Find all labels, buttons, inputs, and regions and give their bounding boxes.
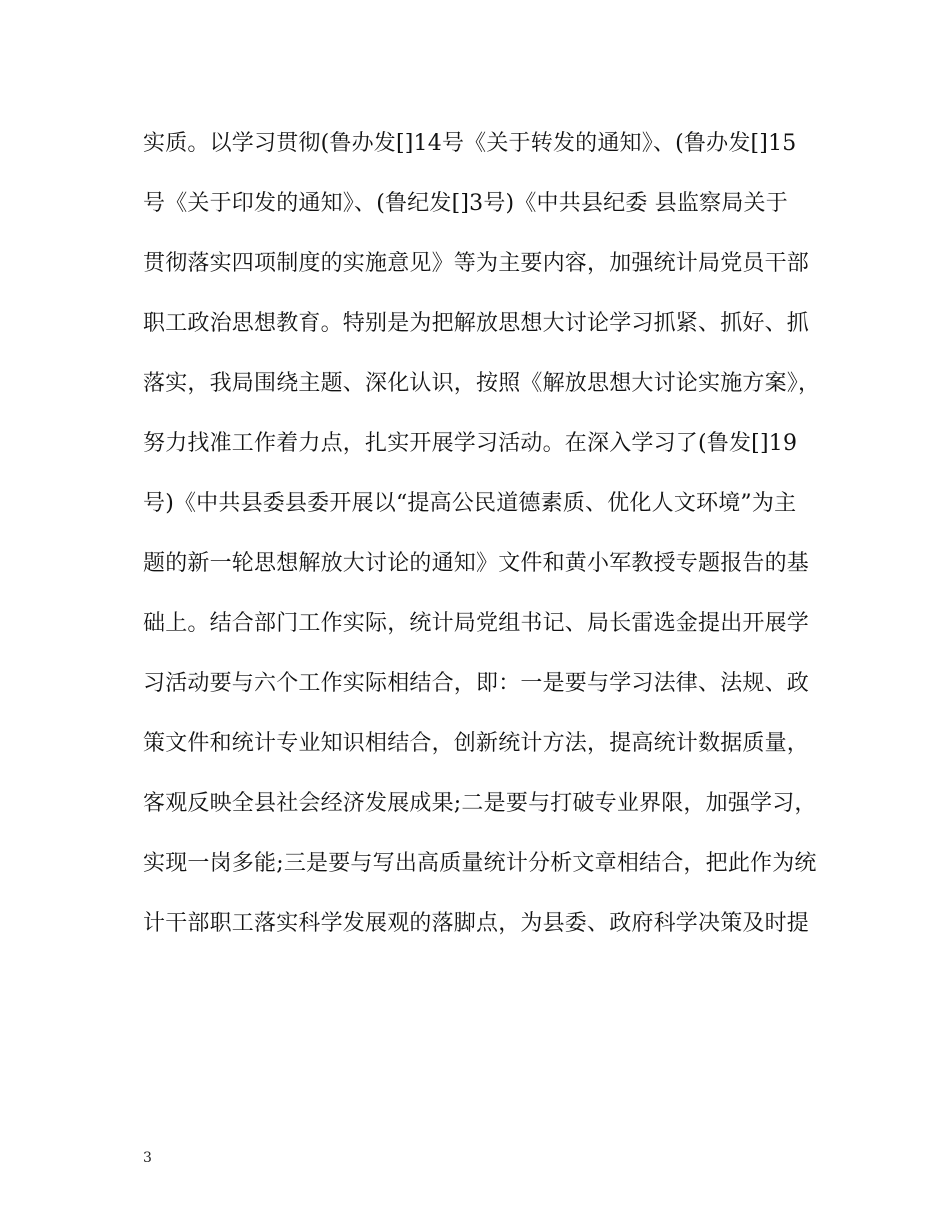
text-line: 题的新一轮思想解放大讨论的通知》文件和黄小军教授专题报告的基	[143, 551, 810, 576]
text-line: 客观反映全县社会经济发展成果;二是要与打破专业界限，加强学习，	[143, 791, 817, 816]
text-line: 号《关于印发的通知》、(鲁纪发[]3号)《中共县纪委 县监察局关于	[143, 191, 788, 216]
text-line: 实质。以学习贯彻(鲁办发[]14号《关于转发的通知》、(鲁办发[]15	[143, 131, 797, 156]
page-number: 3	[143, 1150, 152, 1166]
text-line: 习活动要与六个工作实际相结合，即：一是要与学习法律、法规、政	[143, 671, 810, 696]
text-line: 落实，我局围绕主题、深化认识，按照《解放思想大讨论实施方案》，	[143, 371, 821, 396]
text-line: 实现一岗多能;三是要与写出高质量统计分析文章相结合，把此作为统	[143, 851, 817, 876]
text-line: 号)《中共县委县委开展以“提高公民道德素质、优化人文环境”为主	[143, 491, 797, 516]
text-line: 础上。结合部门工作实际，统计局党组书记、局长雷选金提出开展学	[143, 611, 810, 636]
text-line: 努力找准工作着力点，扎实开展学习活动。在深入学习了(鲁发[]19	[143, 431, 798, 456]
text-line: 计干部职工落实科学发展观的落脚点，为县委、政府科学决策及时提	[143, 911, 810, 936]
text-line: 贯彻落实四项制度的实施意见》等为主要内容，加强统计局党员干部	[143, 251, 810, 276]
body-text	[143, 122, 821, 962]
text-line: 策文件和统计专业知识相结合，创新统计方法，提高统计数据质量，	[143, 731, 810, 756]
text-line: 职工政治思想教育。特别是为把解放思想大讨论学习抓紧、抓好、抓	[143, 311, 810, 336]
